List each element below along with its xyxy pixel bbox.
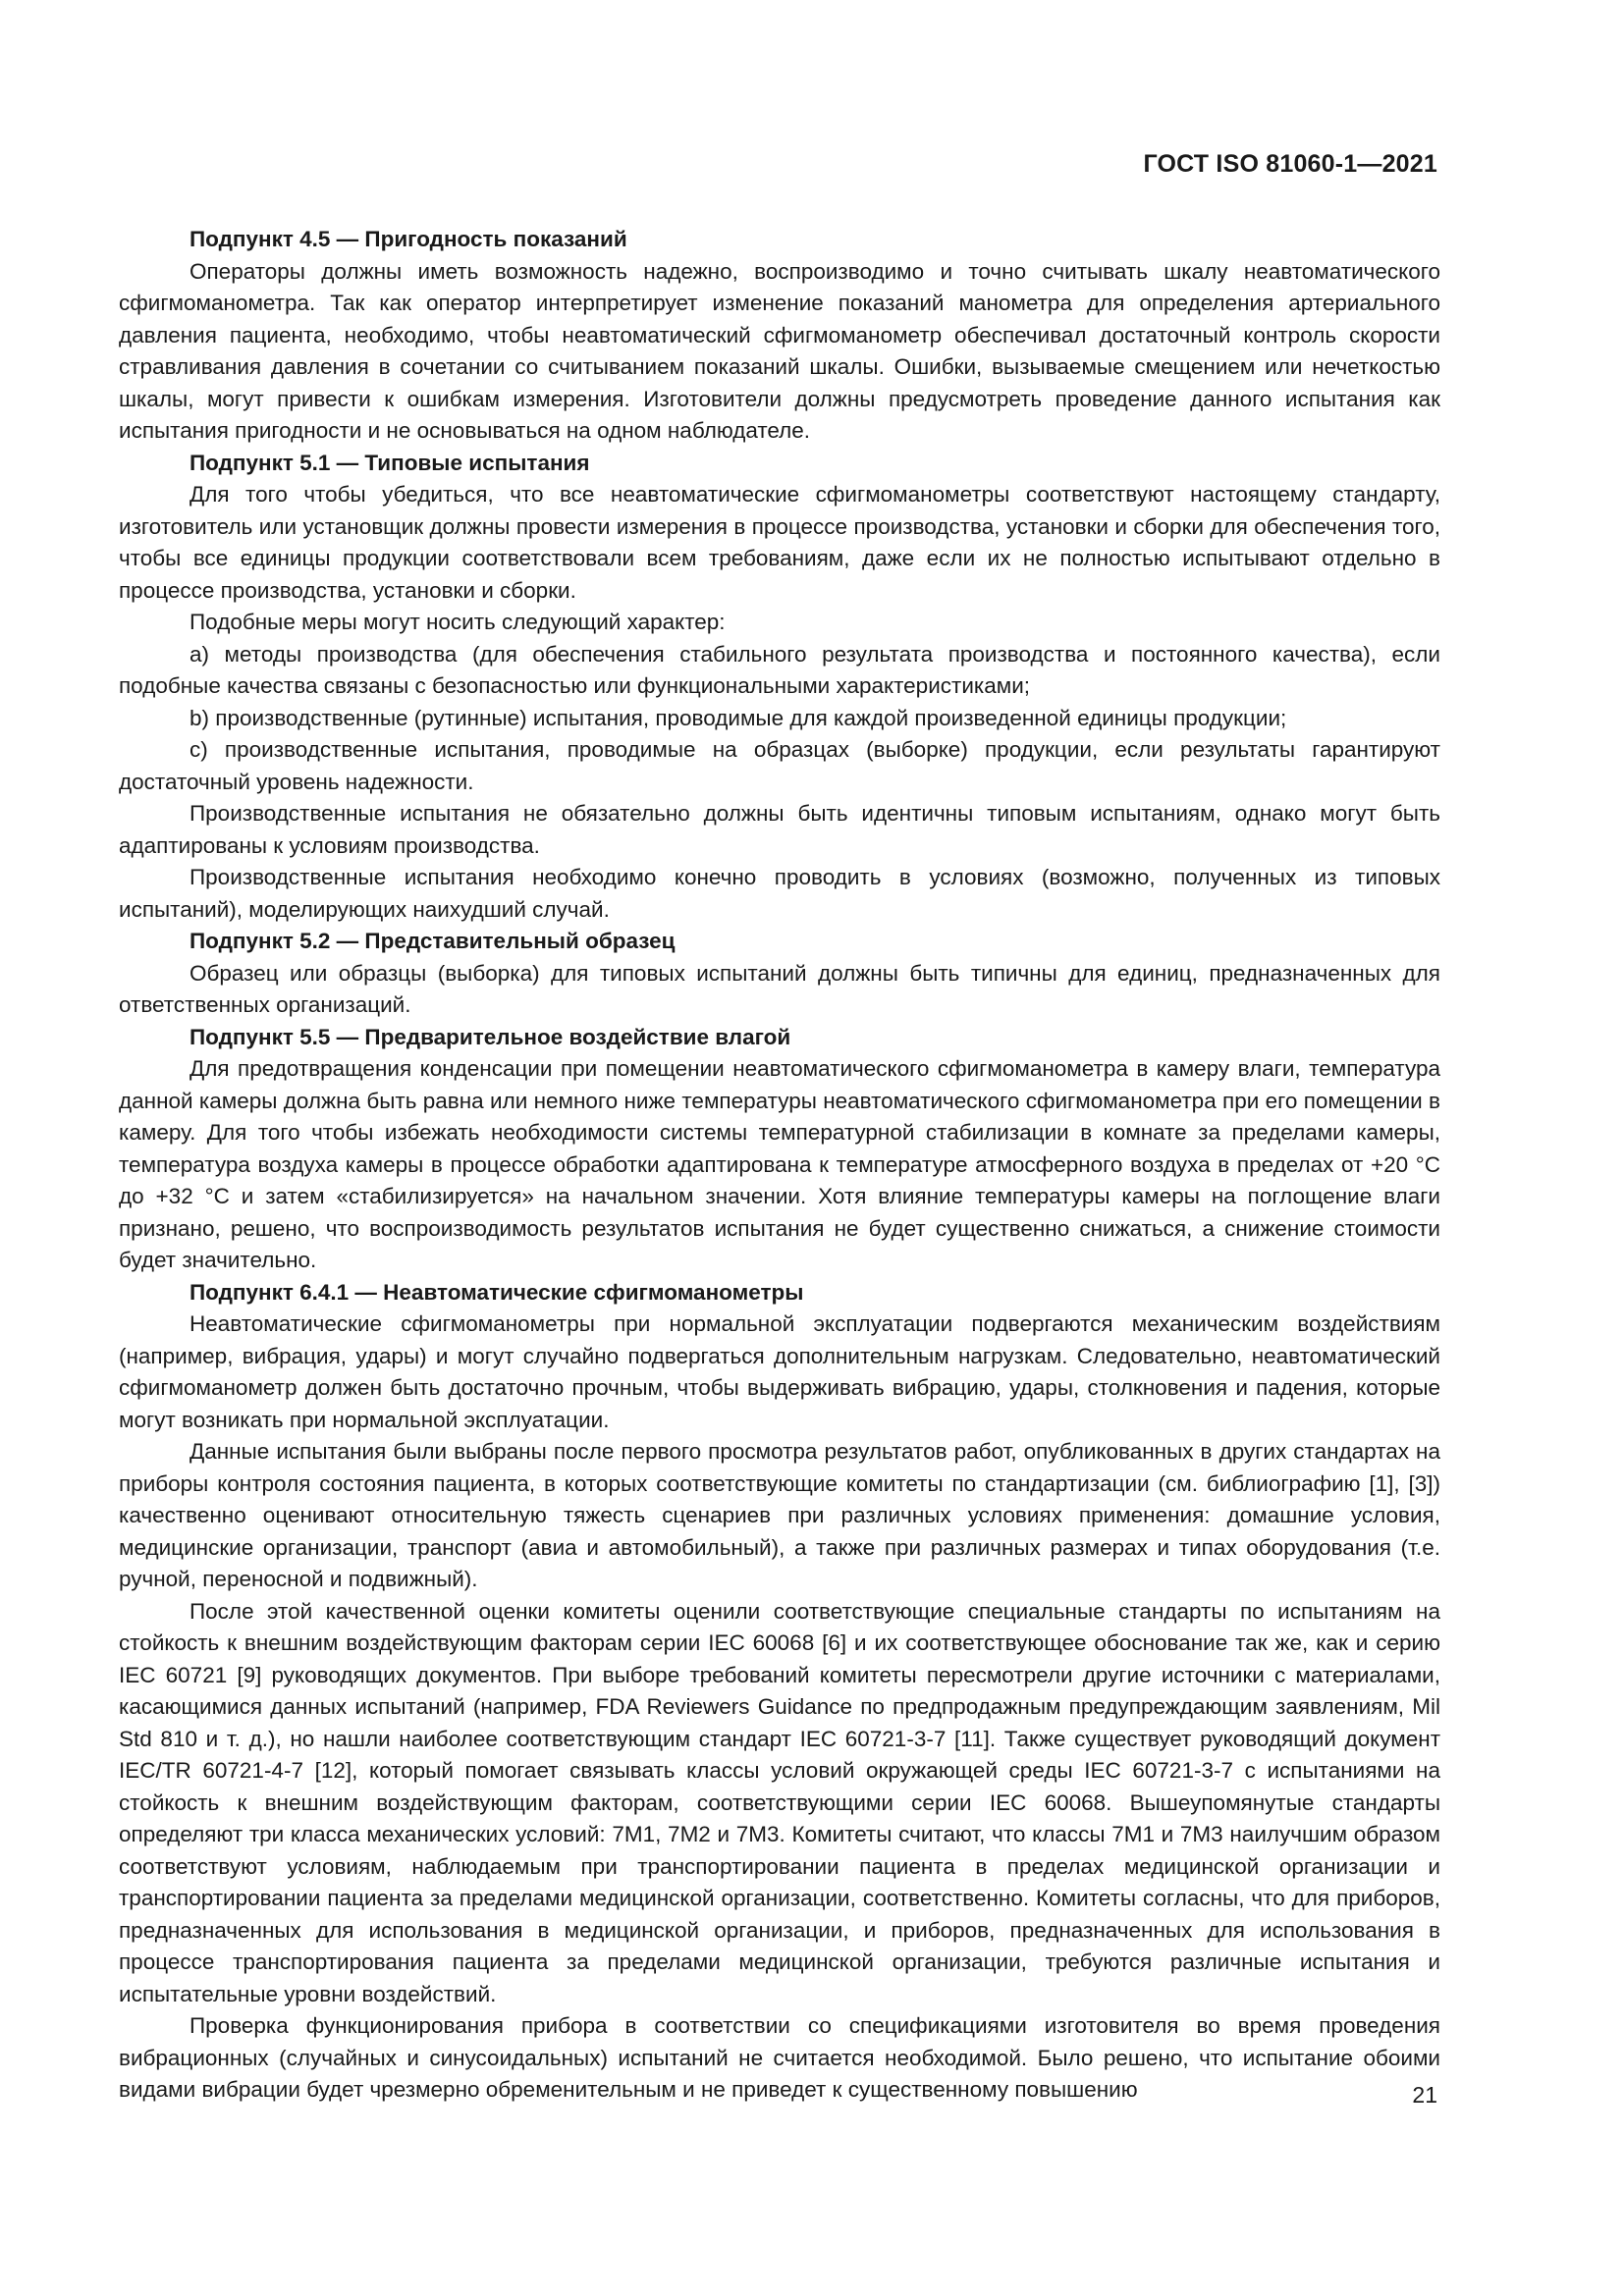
document-body — [119, 224, 1440, 2107]
paragraph: Производственные испытания необходимо конечно проводить в условиях (возможно, полученных из типовых испытаний), моделирующих наихудший случай. — [119, 865, 1440, 922]
section-heading-5-2: Подпункт 5.2 — Представительный образец — [189, 929, 676, 953]
paragraph: Неавтоматические сфигмоманометры при нормальной эксплуатации подвергаются механическим воздействиям (например, вибрация, удары) и могут случайно подвергаться дополнительным нагрузкам. Следовательно, неавтоматический сфигмоманометр должен быть достаточно прочным, чтобы выдерживать вибрацию, удары, столкновения и падения, которые могут возникать при нормальной эксплуатации. — [119, 1311, 1440, 1432]
paragraph: Для того чтобы убедиться, что все неавтоматические сфигмоманометры соответствуют настоящему стандарту, изготовитель или установщик должны провести измерения в процессе производства, установки и сборки для обеспечения того, чтобы все единицы продукции соответствовали всем требованиям, даже если их не полностью испытывают отдельно в процессе производства, установки и сборки. — [119, 482, 1440, 603]
paragraph: Производственные испытания не обязательно должны быть идентичны типовым испытаниям, однако могут быть адаптированы к условиям производства. — [119, 801, 1440, 858]
paragraph: Образец или образцы (выборка) для типовых испытаний должны быть типичны для единиц, предназначенных для ответственных организаций. — [119, 960, 1440, 1017]
paragraph: После этой качественной оценки комитеты оценили соответствующие специальные стандарты по испытаниям на стойкость к внешним воздействующим факторам серии IEC 60068 [6] и их соответствующее обоснование так же, как и серию IEC 60721 [9] руководящих документов. При выборе требований комитеты пересмотрели другие источники с материалами, касающимися данных испытаний (например, FDA Reviewers Guidance по предпродажным предупреждающим заявлениям, Mil Std 810 и т. д.), но нашли наиболее соответствующим стандарт IEC 60721-3-7 [11]. Также существует руководящий документ IEC/TR 60721-4-7 [12], который помогает связывать классы условий окружающей среды IEC 60721-3-7 с испытаниями на стойкость к внешним воздействующим факторам, соответствующими серии IEC 60068. Вышеупомянутые стандарты определяют три класса механических условий: 7M1, 7M2 и 7M3. Комитеты считают, что классы 7M1 и 7M3 наилучшим образом соответствуют условиям, наблюдаемым при транспортировании пациента в пределах медицинской организации и транспортировании пациента за пределами медицинской организации, соответственно. Комитеты согласны, что для приборов, предназначенных для использования в медицинской организации, и приборов, предназначенных для использования в процессе транспортирования пациента за пределами медицинской организации, требуются различные испытания и испытательные уровни воздействий. — [119, 1598, 1440, 2006]
paragraph: Операторы должны иметь возможность надежно, воспроизводимо и точно считывать шкалу неавтоматического сфигмоманометра. Так как оператор интерпретирует изменение показаний манометра для определения артериального давления пациента, необходимо, чтобы неавтоматический сфигмоманометр обеспечивал достаточный контроль скорости стравливания давления в сочетании со считыванием показаний шкалы. Ошибки, вызываемые смещением или нечеткостью шкалы, могут привести к ошибкам измерения. Изготовители должны предусмотреть проведение данного испытания как испытания пригодности и не основываться на одном наблюдателе. — [119, 258, 1440, 443]
list-item-a: a) методы производства (для обеспечения стабильного результата производства и постоянного качества), если подобные качества связаны с безопасностью или функциональными характеристиками; — [119, 641, 1440, 698]
paragraph: Данные испытания были выбраны после первого просмотра результатов работ, опубликованных в других стандартах на приборы контроля состояния пациента, в которых соответствующие комитеты по стандартизации (см. библиографию [1], [3]) качественно оценивают относительную тяжесть сценариев при различных условиях применения: домашние условия, медицинские организации, транспорт (авиа и автомобильный), а также при различных размерах и типах оборудования (т.е. ручной, переносной и подвижный). — [119, 1439, 1440, 1591]
page-number: 21 — [1412, 2082, 1437, 2108]
paragraph: Проверка функционирования прибора в соответствии со спецификациями изготовителя во время проведения вибрационных (случайных и синусоидальных) испытаний не считается необходимой. Было решено, что испытание обоими видами вибрации будет чрезмерно обременительным и не приведет к существенному повышению — [119, 2013, 1440, 2102]
section-heading-4-5: Подпункт 4.5 — Пригодность показаний — [189, 227, 627, 251]
paragraph: Для предотвращения конденсации при помещении неавтоматического сфигмоманометра в камеру влаги, температура данной камеры должна быть равна или немного ниже температуры неавтоматического сфигмоманометра при его помещении в камеру. Для того чтобы избежать необходимости системы температурной стабилизации в комнате за пределами камеры, температура воздуха камеры в процессе обработки адаптирована к температуре атмосферного воздуха в пределах от +20 °C до +32 °C и затем «стабилизируется» на начальном значении. Хотя влияние температуры камеры на поглощение влаги признано, решено, что воспроизводимость результатов испытания не будет существенно снижаться, а снижение стоимости будет значительно. — [119, 1056, 1440, 1272]
paragraph: Подобные меры могут носить следующий характер: — [189, 610, 726, 634]
section-heading-5-5: Подпункт 5.5 — Предварительное воздействие влагой — [189, 1024, 791, 1049]
section-heading-5-1: Подпункт 5.1 — Типовые испытания — [189, 450, 590, 475]
list-item-c: c) производственные испытания, проводимые на образцах (выборке) продукции, если результаты гарантируют достаточный уровень надежности. — [119, 737, 1440, 794]
document-header-standard: ГОСТ ISO 81060-1—2021 — [1143, 150, 1437, 178]
list-item-b: b) производственные (рутинные) испытания, проводимые для каждой произведенной единицы продукции; — [189, 705, 1287, 730]
section-heading-6-4-1: Подпункт 6.4.1 — Неавтоматические сфигмоманометры — [189, 1279, 804, 1305]
